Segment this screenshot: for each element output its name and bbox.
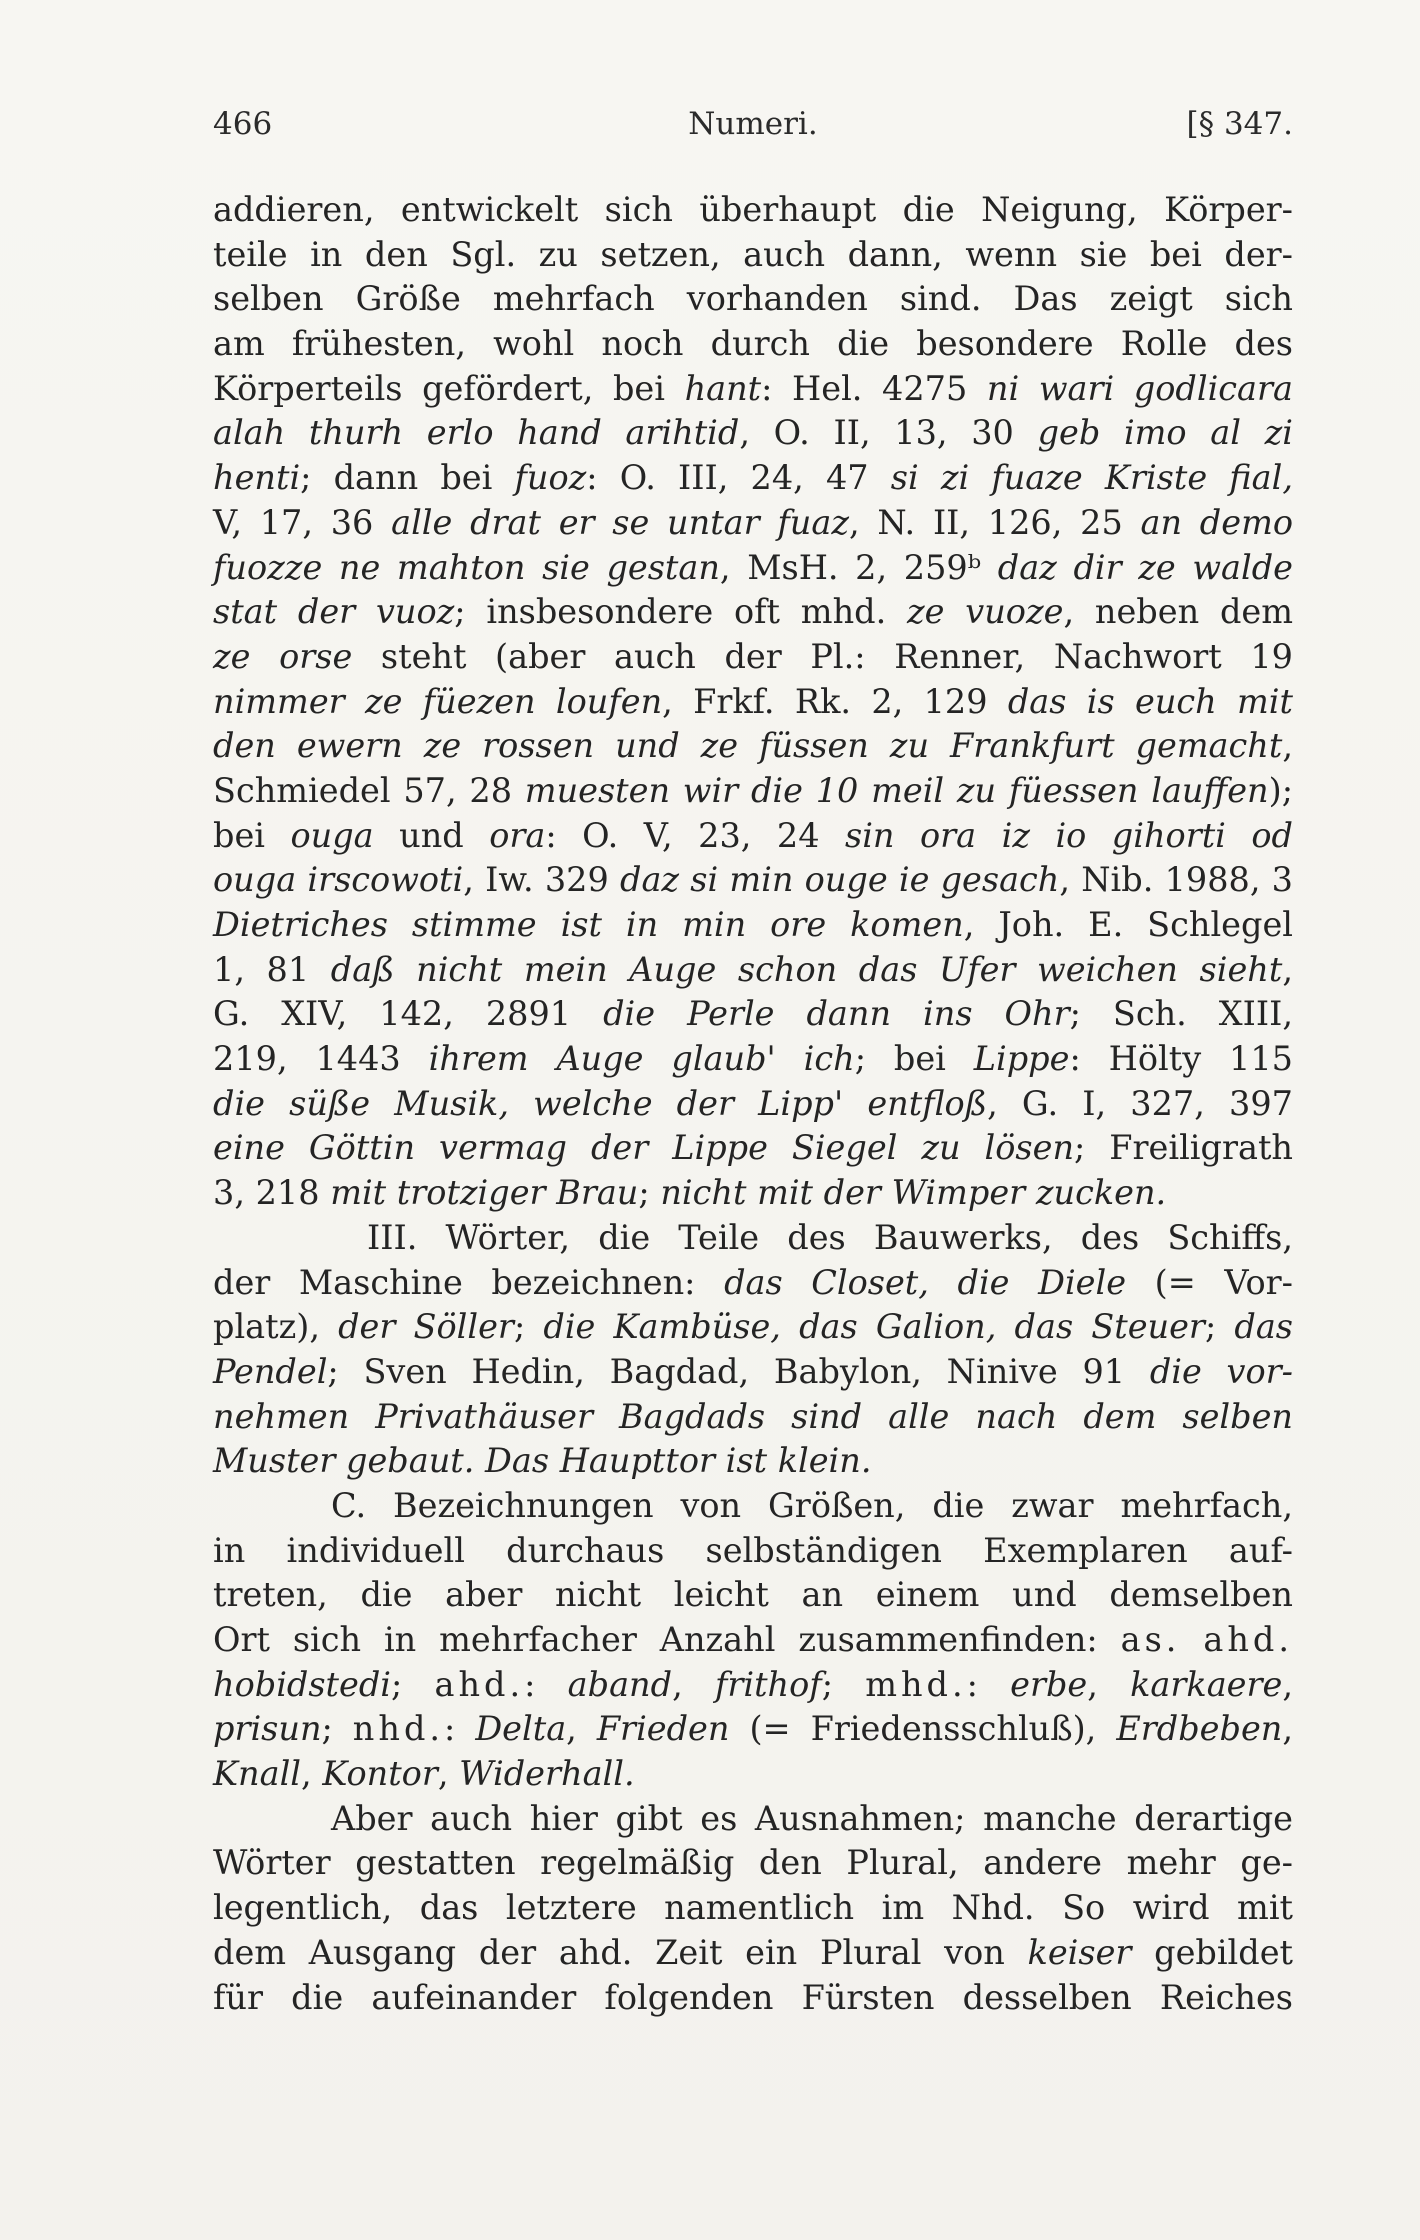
text-line: nehmen Privathäuser Bagdads sind alle nach dem selben [213, 1396, 1293, 1436]
text-line: Muster gebaut. Das Haupttor ist klein. [213, 1441, 872, 1481]
text-line: Ort sich in mehrfacher Anzahl zusammenfinden: as. ahd. [213, 1620, 1294, 1659]
text-line: stat der vuoz; insbesondere oft mhd. ze vuoze, neben dem [213, 592, 1293, 632]
body-text [213, 188, 1293, 2020]
text-line: platz), der Söller; die Kambüse, das Galion, das Steuer; das [213, 1307, 1293, 1347]
running-header [213, 106, 1293, 154]
text-line: fuozze ne mahton sie gestan, MsH. 2, 259ᵇ daz dir ze walde [213, 547, 1293, 587]
text-line: Knall, Kontor, Widerhall. [213, 1754, 635, 1794]
text-line: C. Bezeichnungen von Größen, die zwar mehrfach, [331, 1485, 1293, 1525]
text-line: Körperteils gefördert, bei hant: Hel. 4275 ni wari godlicara [213, 368, 1294, 408]
text-line: addieren, entwickelt sich überhaupt die Neigung, Körper- [213, 190, 1293, 229]
text-line: am frühesten, wohl noch durch die besondere Rolle des [213, 324, 1293, 364]
text-line: teile in den Sgl. zu setzen, auch dann, wenn sie bei der- [213, 234, 1293, 274]
text-line: der Maschine bezeichnen: das Closet, die Diele (= Vor- [213, 1262, 1293, 1302]
section-number: [§ 347. [1186, 106, 1293, 142]
text-line: Dietriches stimme ist in min ore komen, Joh. E. Schlegel [213, 905, 1293, 944]
text-line: alah thurh erlo hand arihtid, O. II, 13, 30 geb imo al zi [213, 413, 1294, 453]
text-line: nimmer ze füezen loufen, Frkf. Rk. 2, 129 das is euch mit [213, 681, 1293, 721]
text-line: den ewern ze rossen und ze füssen zu Frankfurt gemacht, [213, 726, 1293, 766]
text-line: in individuell durchaus selbständigen Exemplaren auf- [213, 1530, 1293, 1570]
text-line: G. XIV, 142, 2891 die Perle dann ins Ohr; Sch. XIII, [213, 994, 1293, 1034]
text-line: Aber auch hier gibt es Ausnahmen; manche derartige [331, 1798, 1293, 1838]
text-line: für die aufeinander folgenden Fürsten desselben Reiches [213, 1977, 1293, 2017]
text-line: bei ouga und ora: O. V, 23, 24 sin ora iz io gihorti od [213, 815, 1293, 855]
text-line: legentlich, das letztere namentlich im Nhd. So wird mit [213, 1888, 1293, 1928]
text-line: dem Ausgang der ahd. Zeit ein Plural von keiser gebildet [213, 1932, 1293, 1972]
text-line: hobidstedi; ahd.: aband, frithof; mhd.: erbe, karkaere, [213, 1664, 1293, 1704]
text-line: eine Göttin vermag der Lippe Siegel zu lösen; Freiligrath [213, 1128, 1293, 1168]
text-line: ze orse steht (aber auch der Pl.: Renner, Nachwort 19 [213, 636, 1293, 676]
text-line: treten, die aber nicht leicht an einem und demselben [213, 1575, 1293, 1615]
text-line: die süße Musik, welche der Lipp' entfloß, G. I, 327, 397 [213, 1083, 1293, 1123]
text-line: prisun; nhd.: Delta, Frieden (= Friedensschluß), Erdbeben, [213, 1709, 1293, 1749]
text-line: Wörter gestatten regelmäßig den Plural, andere mehr ge- [213, 1843, 1293, 1883]
text-line: 1, 81 daß nicht mein Auge schon das Ufer weichen sieht, [213, 949, 1293, 989]
text-line: selben Größe mehrfach vorhanden sind. Das zeigt sich [213, 279, 1293, 319]
text-line: V, 17, 36 alle drat er se untar fuaz, N. II, 126, 25 an demo [213, 502, 1294, 542]
page-number: 466 [213, 106, 273, 142]
text-line: ouga irscowoti, Iw. 329 daz si min ouge ie gesach, Nib. 1988, 3 [213, 860, 1293, 900]
text-line: henti; dann bei fuoz: O. III, 24, 47 si zi fuaze Kriste fial, [213, 458, 1293, 498]
text-line: Pendel; Sven Hedin, Bagdad, Babylon, Ninive 91 die vor- [213, 1351, 1293, 1391]
text-line: 3, 218 mit trotziger Brau; nicht mit der Wimper zucken. [213, 1173, 1167, 1213]
running-title: Numeri. [688, 106, 818, 142]
text-line: Schmiedel 57, 28 muesten wir die 10 meil zu füessen lauffen); [213, 770, 1293, 810]
text-line: 219, 1443 ihrem Auge glaub' ich; bei Lippe: Hölty 115 [213, 1039, 1293, 1079]
text-line: III. Wörter, die Teile des Bauwerks, des Schiffs, [367, 1217, 1293, 1257]
